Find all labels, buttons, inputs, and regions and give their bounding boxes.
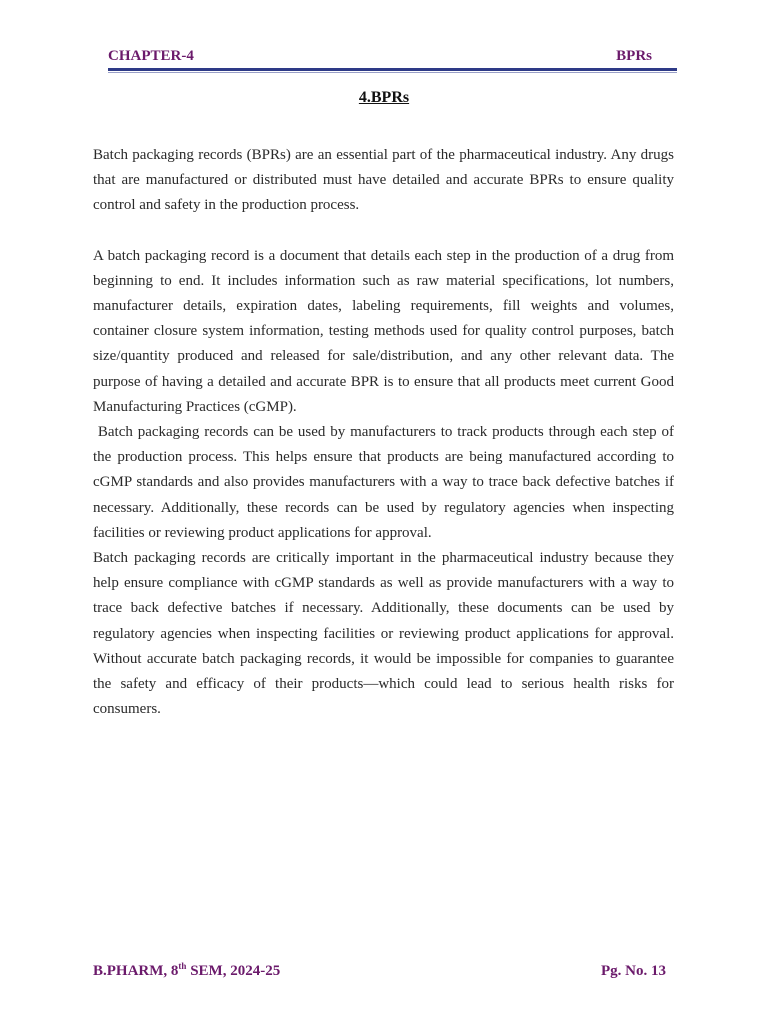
header-rule	[108, 68, 677, 71]
page-number: Pg. No. 13	[601, 963, 666, 979]
course-info	[93, 960, 280, 982]
paragraph-definition: A batch packaging record is a document that details each step in the production of a drug from beginning to end. It includes information such as raw material specifications, lot numbers, manufacturer details, expiration dates, labeling requirements, fill weights and volumes, container closure system information, testing methods used for quality control purposes, batch size/quantity produced and released for sale/distribution, and any other relevant data. The purpose of having a detailed and accurate BPR is to ensure that all products meet current Good Manufacturing Practices (cGMP).	[93, 247, 674, 415]
header-rule-thin	[108, 72, 677, 73]
course-ordinal: th	[178, 961, 187, 971]
course-suffix: SEM, 2024-25	[186, 963, 281, 979]
body-text	[93, 143, 674, 722]
page-footer	[93, 960, 666, 982]
section-label: BPRs	[616, 48, 652, 64]
page-header	[108, 46, 676, 68]
page-title: 4.BPRs	[358, 89, 410, 106]
chapter-label: CHAPTER-4	[108, 48, 194, 64]
paragraph-importance: Batch packaging records are critically important in the pharmaceutical industry because they help ensure compliance with cGMP standards as well as provide manufacturers with a way to trace back defective batches if necessary. Additionally, these documents can be used by regulatory agencies when inspecting facilities or reviewing product applications for approval. Without accurate batch packaging records, it would be impossible for companies to guarantee the safety and efficacy of their products—which could lead to serious health risks for consumers.	[93, 550, 674, 718]
course-prefix: B.PHARM, 8	[93, 963, 179, 979]
paragraph-usage: Batch packaging records can be used by manufacturers to track products through each step of the production process. This helps ensure that products are being manufactured according to cGMP standards and also provides manufacturers with a way to trace back defective batches if necessary. Additionally, these records can be used by regulatory agencies when inspecting facilities or reviewing product applications for approval.	[93, 424, 674, 541]
paragraph-intro: Batch packaging records (BPRs) are an essential part of the pharmaceutical industry. Any drugs that are manufactured or distributed must have detailed and accurate BPRs to ensure quality control and safety in the production process.	[93, 147, 674, 214]
